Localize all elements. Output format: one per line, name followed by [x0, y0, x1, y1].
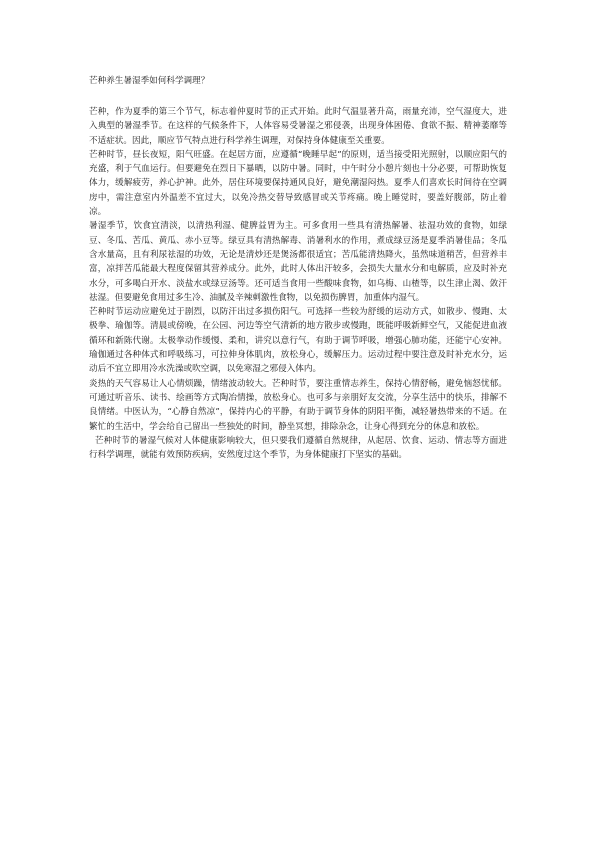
- paragraph-intro: 芒种，作为夏季的第三个节气，标志着仲夏时节的正式开始。此时气温显著升高，雨量充沛，空气湿度大，进入典型的暑湿季节。在这样的气候条件下，人体容易受暑湿之邪侵袭，出现身体困倦、食欲不振、精神萎靡等不适症状。因此，顺应节气特点进行科学养生调理，对保持身体健康至关重要。: [89, 107, 507, 146]
- paragraph-conclusion: 芒种时节的暑湿气候对人体健康影响较大，但只要我们遵循自然规律，从起居、饮食、运动、情志等方面进行科学调理，就能有效预防疾病，安然度过这个季节，为身体健康打下坚实的基础。: [89, 435, 507, 461]
- paragraph-exercise: 芒种时节运动应避免过于剧烈，以防汗出过多损伤阳气。可选择一些较为舒缓的运动方式，如散步、慢跑、太极拳、瑜伽等。清晨或傍晚，在公园、河边等空气清新的地方散步或慢跑，既能呼吸新鲜空气，又能促进血液循环和新陈代谢。太极拳动作缓慢、柔和，讲究以意行气，有助于调节呼吸，增强心肺功能，还能宁心安神。瑜伽通过各种体式和呼吸练习，可拉伸身体肌肉，放松身心，缓解压力。运动过程中要注意及时补充水分，运动后不宜立即用冷水洗澡或吹空调，以免寒湿之邪侵入体内。: [89, 307, 507, 375]
- document-title: 芒种养生暑湿季如何科学调理？: [89, 76, 210, 86]
- document-page: [89, 75, 507, 462]
- paragraph-emotions: 炎热的天气容易让人心情烦躁，情绪波动较大。芒种时节，要注重情志养生，保持心情舒畅，避免恼怒忧郁。可通过听音乐、读书、绘画等方式陶冶情操，放松身心。也可多与亲朋好友交流，分享生活中的快乐，排解不良情绪。中医认为，“心静自然凉”，保持内心的平静，有助于调节身体的阴阳平衡，减轻暑热带来的不适。在繁忙的生活中，学会给自己留出一些独处的时间，静坐冥想，排除杂念，让身心得到充分的休息和放松。: [89, 378, 507, 432]
- paragraph-diet: 暑湿季节，饮食宜清淡，以清热利湿、健脾益胃为主。可多食用一些具有清热解暑、祛湿功效的食物，如绿豆、冬瓜、苦瓜、黄瓜、赤小豆等。绿豆具有清热解毒、消暑利水的作用，煮成绿豆汤是夏季消暑佳品；冬瓜含水量高，且有利尿祛湿的功效，无论是清炒还是煲汤都很适宜；苦瓜能清热降火，虽然味道稍苦，但营养丰富，凉拌苦瓜能最大程度保留其营养成分。此外，此时人体出汗较多，会损失大量水分和电解质，应及时补充水分，可多喝白开水、淡盐水或绿豆汤等。还可适当食用一些酸味食物，如乌梅、山楂等，以生津止渴、敛汗祛湿。但要避免食用过多生冷、油腻及辛辣刺激性食物，以免损伤脾胃，加重体内湿气。: [89, 221, 507, 303]
- paragraph-daily-routine: 芒种时节，昼长夜短，阳气旺盛。在起居方面，应遵循“晚睡早起”的原则，适当接受阳光照射，以顺应阳气的充盛，利于气血运行。但要避免在烈日下暴晒，以防中暑。同时，中午时分小憩片刻也十分必要，可帮助恢复体力，缓解疲劳，养心护神。此外，居住环境要保持通风良好，避免潮湿闷热。夏季人们喜欢长时间待在空调房中，需注意室内外温差不宜过大，以免冷热交替导致感冒或关节疼痛。晚上睡觉时，要盖好腹部，防止着凉。: [89, 149, 507, 218]
